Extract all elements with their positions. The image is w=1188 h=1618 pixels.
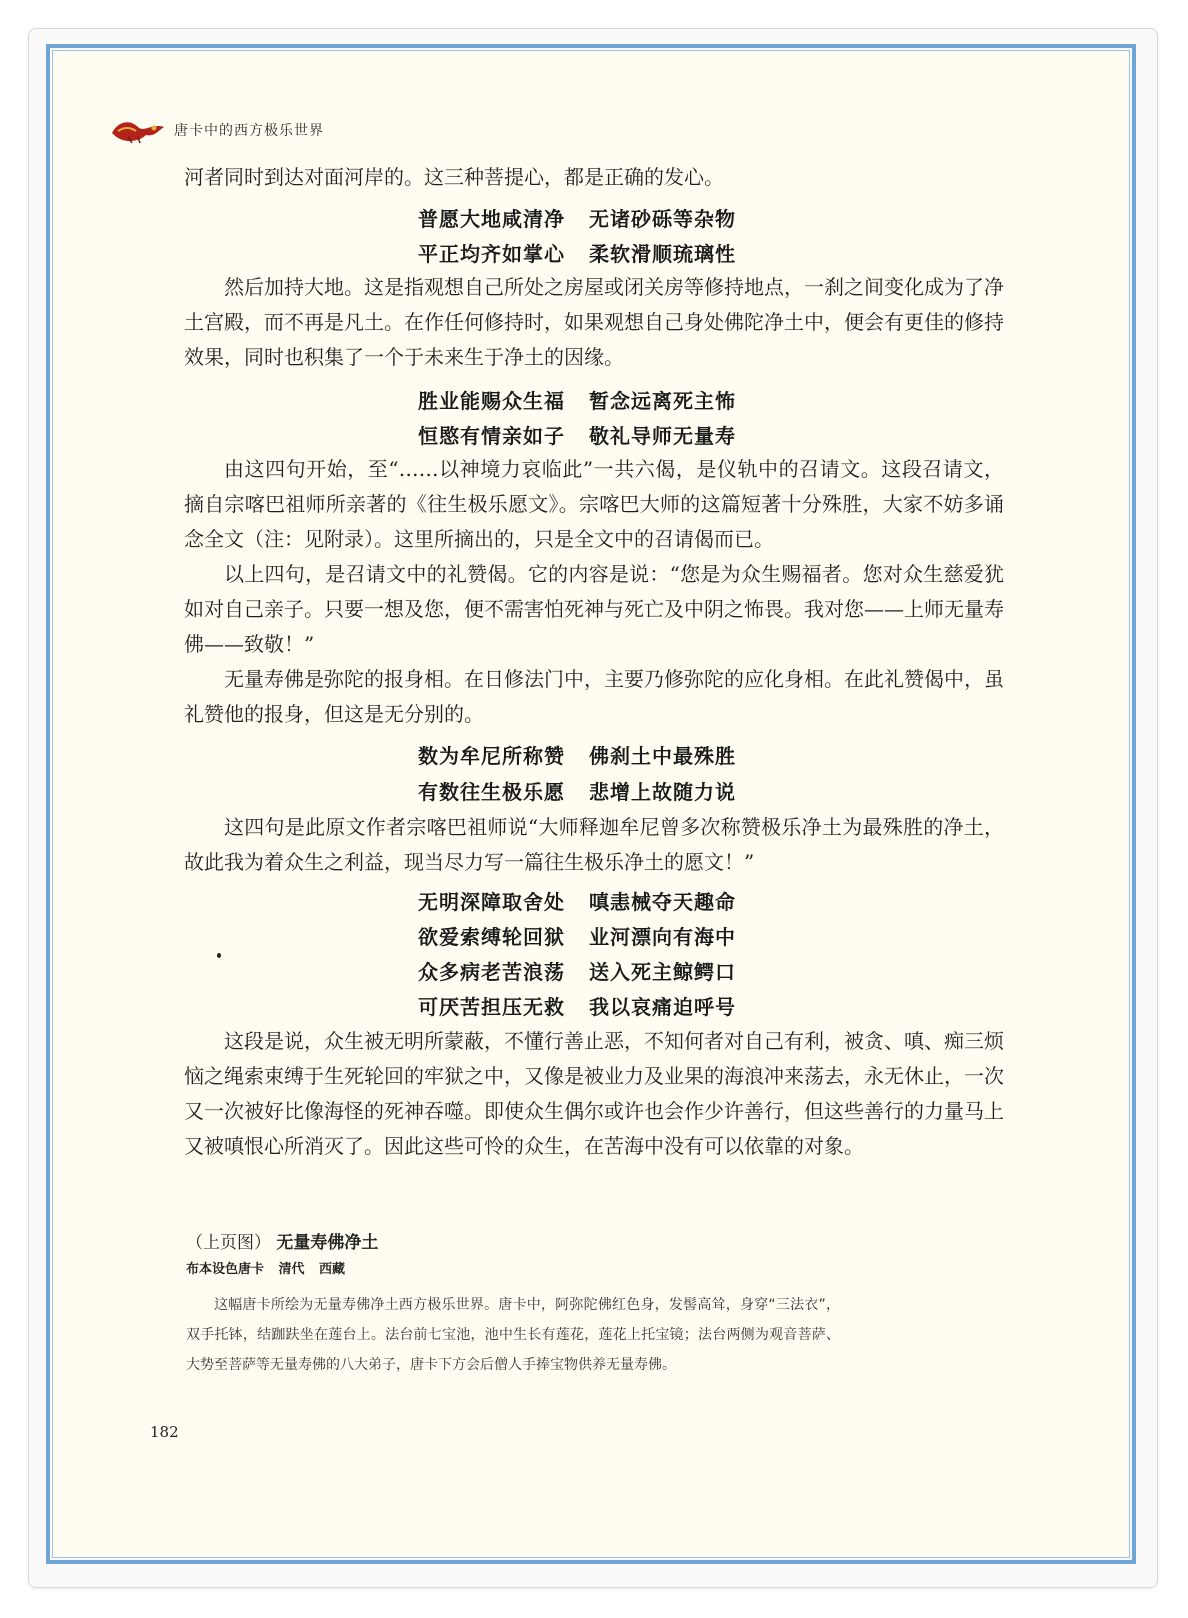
verse-line-5: 数为牟尼所称赞 佛刹土中最殊胜 bbox=[418, 744, 736, 768]
paragraph-1: 河者同时到达对面河岸的。这三种菩提心，都是正确的发心。 bbox=[184, 165, 724, 189]
paragraph-5: 无量寿佛是弥陀的报身相。在日修法门中，主要乃修弥陀的应化身相。在此礼赞偈中，虽礼赞他的报身，但这是无分别的。 bbox=[184, 667, 1004, 726]
verse-line-9: 众多病老苦浪荡 送入死主鲸鳄口 bbox=[418, 960, 736, 984]
verse-line-2: 平正均齐如掌心 柔软滑顺琉璃性 bbox=[418, 242, 736, 266]
caption-description: 这幅唐卡所绘为无量寿佛净土西方极乐世界。唐卡中，阿弥陀佛红色身，发髻高耸，身穿“三法衣”，双手托钵，结跏趺坐在莲台上。法台前七宝池，池中生长有莲花，莲花上托宝镜；法台两侧为观音菩萨、大势至菩萨等无量寿佛的八大弟子，唐卡下方会后僧人手捧宝物供养无量寿佛。 bbox=[186, 1297, 840, 1373]
header-title: 唐卡中的西方极乐世界 bbox=[174, 123, 324, 139]
paragraph-4: 以上四句，是召请文中的礼赞偈。它的内容是说：“您是为众生赐福者。您对众生慈爱犹如对自己亲子。只要一想及您，便不需害怕死神与死亡及中阴之怖畏。我对您——上师无量寿佛——致敬！” bbox=[184, 562, 1004, 656]
verse-line-10: 可厌苦担压无救 我以哀痛迫呼号 bbox=[418, 995, 736, 1019]
verse-line-8: 欲爱索缚轮回狱 业河漂向有海中 bbox=[418, 925, 736, 949]
verse-line-3: 胜业能赐众生福 暂念远离死主怖 bbox=[418, 389, 736, 413]
paragraph-6: 这四句是此原文作者宗喀巴祖师说“大师释迦牟尼曾多次称赞极乐净土为最殊胜的净土，故此我为着众生之利益，现当尽力写一篇往生极乐净土的愿文！” bbox=[184, 815, 1004, 874]
verse-line-1: 普愿大地咸清净 无诸砂砾等杂物 bbox=[418, 207, 736, 231]
paragraph-7: 这段是说，众生被无明所蒙蔽，不懂行善止恶，不知何者对自己有利，被贪、嗔、痴三烦恼之绳索束缚于生死轮回的牢狱之中，又像是被业力及业果的海浪冲来荡去，永无休止，一次又一次被好比像海怪的死神吞噬。即使众生偶尔或许也会作少许善行，但这些善行的力量马上又被嗔恨心所消灭了。因此这些可怜的众生，在苦海中没有可以依靠的对象。 bbox=[184, 1029, 1004, 1158]
dragon-ornament-icon bbox=[108, 115, 168, 145]
running-header bbox=[108, 114, 324, 146]
caption-title: （上页图） 无量寿佛净土 bbox=[186, 1233, 379, 1253]
verse-line-7: 无明深障取舍处 嗔恚械夺天趣命 bbox=[418, 890, 736, 914]
paragraph-3: 由这四句开始，至“……以神境力哀临此”一共六偈，是仪轨中的召请文。这段召请文，摘自宗喀巴祖师所亲著的《往生极乐愿文》。宗喀巴大师的这篇短著十分殊胜，大家不妨多诵念全文（注：见附录）。这里所摘出的，只是全文中的召请偈而已。 bbox=[184, 457, 1004, 551]
verse-line-4: 恒愍有情亲如子 敬礼导师无量寿 bbox=[418, 424, 736, 448]
caption-meta: 布本设色唐卡 清代 西藏 bbox=[186, 1262, 346, 1277]
ink-speck bbox=[217, 953, 221, 958]
paragraph-2: 然后加持大地。这是指观想自己所处之房屋或闭关房等修持地点，一刹之间变化成为了净土宫殿，而不再是凡土。在作任何修持时，如果观想自己身处佛陀净土中，便会有更佳的修持效果，同时也积集了一个于未来生于净土的因缘。 bbox=[184, 275, 1004, 369]
page-number: 182 bbox=[150, 1423, 179, 1441]
verse-line-6: 有数往生极乐愿 悲增上故随力说 bbox=[418, 780, 736, 804]
